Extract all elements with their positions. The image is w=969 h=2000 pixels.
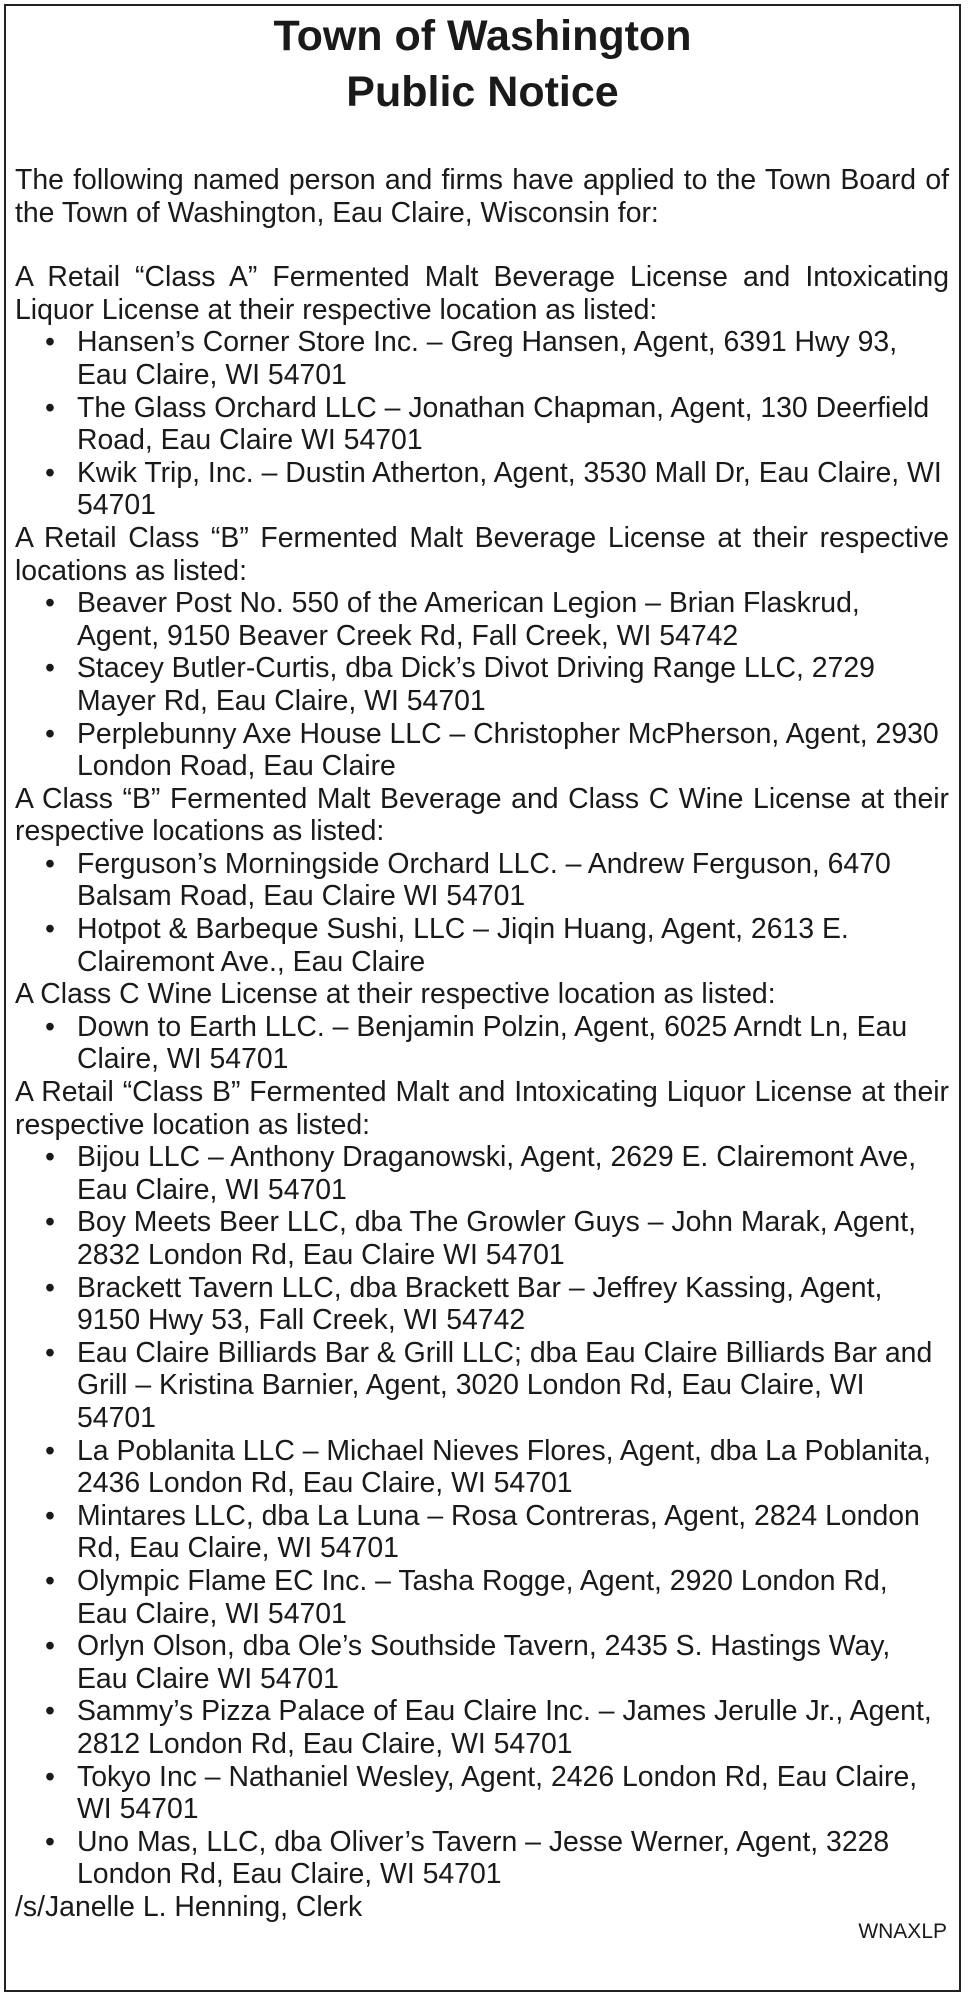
applicant-entry: • Boy Meets Beer LLC, dba The Growler Guys – John Marak, Agent, 2832 London Rd, Eau Claire WI 54701 xyxy=(15,1206,949,1271)
applicant-list xyxy=(15,1141,949,1891)
license-section-1 xyxy=(15,261,949,522)
applicant-entry: • Hotpot & Barbeque Sushi, LLC – Jiqin Huang, Agent, 2613 E. Clairemont Ave., Eau Claire xyxy=(15,913,949,978)
license-section-3 xyxy=(15,783,949,979)
public-notice xyxy=(4,4,961,1992)
applicant-list xyxy=(15,1011,949,1076)
applicant-entry: • Eau Claire Billiards Bar & Grill LLC; dba Eau Claire Billiards Bar and Grill – Kristina Barnier, Agent, 3020 London Rd, Eau Claire, WI 54701 xyxy=(15,1337,949,1435)
applicant-list xyxy=(15,848,949,978)
applicant-entry: • Uno Mas, LLC, dba Oliver’s Tavern – Jesse Werner, Agent, 3228 London Rd, Eau Claire, WI 54701 xyxy=(15,1826,949,1891)
applicant-entry: • La Poblanita LLC – Michael Nieves Flores, Agent, dba La Poblanita, 2436 London Rd, Eau Claire, WI 54701 xyxy=(15,1435,949,1500)
applicant-list xyxy=(15,326,949,522)
clerk-signature: /s/Janelle L. Henning, Clerk xyxy=(15,1890,363,1923)
license-section-2 xyxy=(15,522,949,783)
license-section-5 xyxy=(15,1076,949,1891)
applicant-entry: • Kwik Trip, Inc. – Dustin Atherton, Agent, 3530 Mall Dr, Eau Claire, WI 54701 xyxy=(15,457,949,522)
notice-body xyxy=(6,164,959,1923)
applicant-entry: • Bijou LLC – Anthony Draganowski, Agent, 2629 E. Clairemont Ave, Eau Claire, WI 54701 xyxy=(15,1141,949,1206)
section-heading: A Class C Wine License at their respective location as listed: xyxy=(15,978,776,1011)
applicant-entry: • Brackett Tavern LLC, dba Brackett Bar – Jeffrey Kassing, Agent, 9150 Hwy 53, Fall Creek, WI 54742 xyxy=(15,1272,949,1337)
applicant-entry: • Ferguson’s Morningside Orchard LLC. – Andrew Ferguson, 6470 Balsam Road, Eau Claire WI 54701 xyxy=(15,848,949,913)
applicant-entry: • Stacey Butler-Curtis, dba Dick’s Divot Driving Range LLC, 2729 Mayer Rd, Eau Claire, WI 54701 xyxy=(15,652,949,717)
section-heading: A Retail “Class A” Fermented Malt Beverage License and Intoxicating Liquor License at their respective location as listed: xyxy=(15,261,949,326)
applicant-entry: • Sammy’s Pizza Palace of Eau Claire Inc. – James Jerulle Jr., Agent, 2812 London Rd, Eau Claire, WI 54701 xyxy=(15,1695,949,1760)
applicant-entry: • Mintares LLC, dba La Luna – Rosa Contreras, Agent, 2824 London Rd, Eau Claire, WI 54701 xyxy=(15,1500,949,1565)
intro-paragraph: The following named person and firms have applied to the Town Board of the Town of Washington, Eau Claire, Wisconsin for: xyxy=(15,164,949,229)
applicant-entry: • Perplebunny Axe House LLC – Christopher McPherson, Agent, 2930 London Road, Eau Claire xyxy=(15,718,949,783)
section-heading: A Retail “Class B” Fermented Malt and Intoxicating Liquor License at their respective location as listed: xyxy=(15,1076,949,1141)
applicant-list xyxy=(15,587,949,783)
applicant-entry: • Down to Earth LLC. – Benjamin Polzin, Agent, 6025 Arndt Ln, Eau Claire, WI 54701 xyxy=(15,1011,949,1076)
applicant-entry: • Hansen’s Corner Store Inc. – Greg Hansen, Agent, 6391 Hwy 93, Eau Claire, WI 54701 xyxy=(15,326,949,391)
applicant-entry: • Olympic Flame EC Inc. – Tasha Rogge, Agent, 2920 London Rd, Eau Claire, WI 54701 xyxy=(15,1565,949,1630)
license-section-4 xyxy=(15,978,949,1076)
notice-subtitle: Public Notice xyxy=(346,68,619,116)
notice-title: Town of Washington xyxy=(273,12,692,60)
applicant-entry: • Tokyo Inc – Nathaniel Wesley, Agent, 2426 London Rd, Eau Claire, WI 54701 xyxy=(15,1761,949,1826)
applicant-entry: • Beaver Post No. 550 of the American Legion – Brian Flaskrud, Agent, 9150 Beaver Creek Rd, Fall Creek, WI 54742 xyxy=(15,587,949,652)
applicant-entry: • The Glass Orchard LLC – Jonathan Chapman, Agent, 130 Deerfield Road, Eau Claire WI 54701 xyxy=(15,392,949,457)
publication-code: WNAXLP xyxy=(858,1920,947,1943)
section-heading: A Retail Class “B” Fermented Malt Beverage License at their respective locations as listed: xyxy=(15,521,949,587)
applicant-entry: • Orlyn Olson, dba Ole’s Southside Tavern, 2435 S. Hastings Way, Eau Claire WI 54701 xyxy=(15,1630,949,1695)
section-heading: A Class “B” Fermented Malt Beverage and Class C Wine License at their respective locations as listed: xyxy=(15,782,949,848)
